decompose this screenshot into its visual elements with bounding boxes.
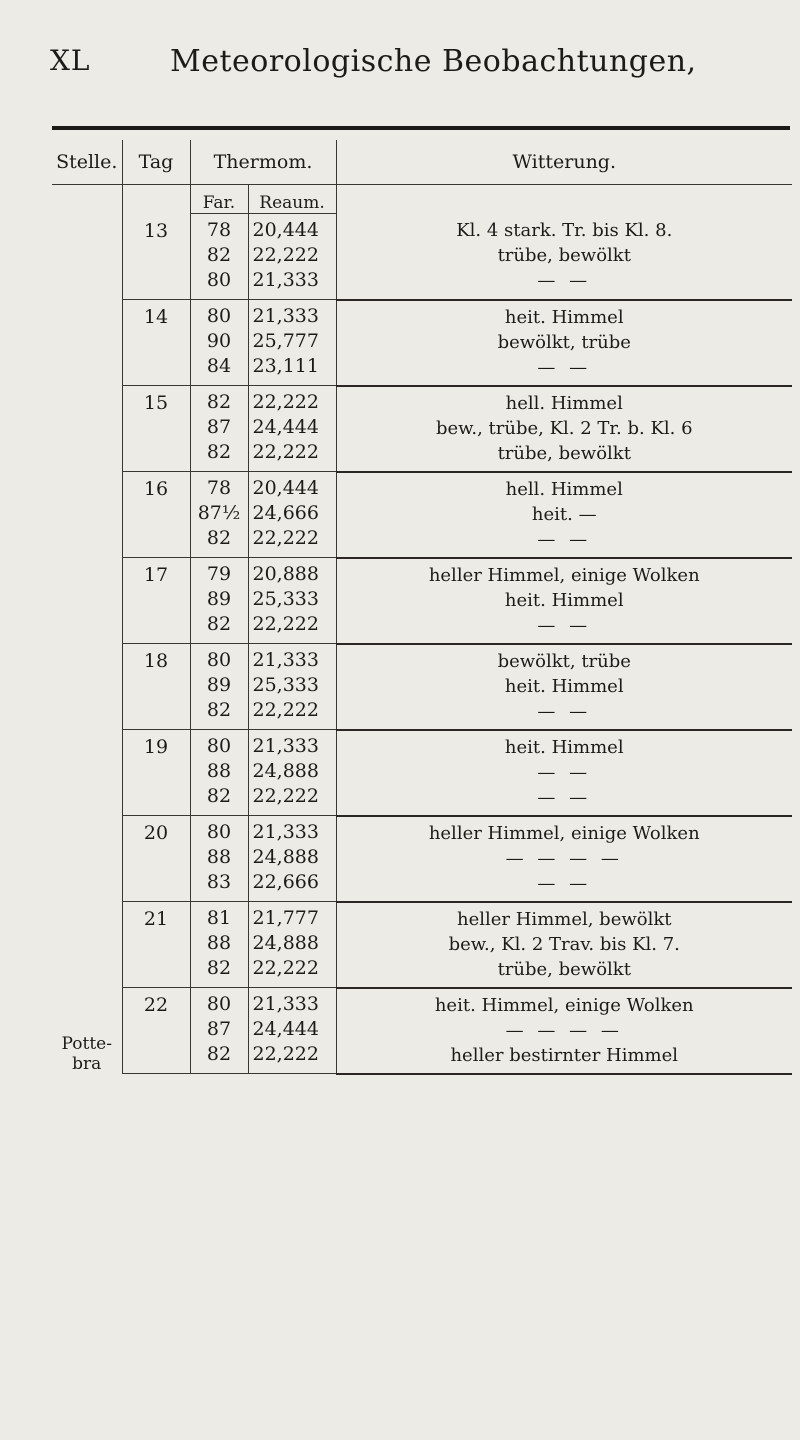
weather-note: heller bestirnter Himmel <box>450 1044 679 1066</box>
weather-note: — — <box>537 761 592 783</box>
reaumur-reading: 25,777 <box>252 330 319 352</box>
fahrenheit-reading: 88 <box>206 846 232 868</box>
fahrenheit-reading: 82 <box>206 613 232 635</box>
fahrenheit-reading: 82 <box>206 957 232 979</box>
fahrenheit-reading: 88 <box>206 932 232 954</box>
day-cell: 18 <box>122 644 190 730</box>
day-cell: 16 <box>122 472 190 558</box>
weather-note: bewölkt, trübe <box>497 650 631 672</box>
weather-note: heller Himmel, einige Wolken <box>428 564 700 586</box>
fahrenheit-cell <box>190 816 248 902</box>
table-row <box>52 730 792 816</box>
column-header-day: Tag <box>122 140 190 185</box>
weather-cell <box>336 558 792 644</box>
day-cell: 13 <box>122 214 190 300</box>
fahrenheit-cell <box>190 730 248 816</box>
weather-note: hell. Himmel <box>505 478 623 500</box>
fahrenheit-reading: 87 <box>206 1018 232 1040</box>
reaumur-reading: 22,222 <box>252 613 319 635</box>
table-body <box>52 185 792 1074</box>
fahrenheit-cell <box>190 644 248 730</box>
weather-note: Kl. 4 stark. Tr. bis Kl. 8. <box>456 219 673 241</box>
day-cell: 20 <box>122 816 190 902</box>
reaumur-cell <box>248 558 336 644</box>
fahrenheit-reading: 89 <box>206 588 232 610</box>
reaumur-cell <box>248 214 336 300</box>
fahrenheit-cell <box>190 902 248 988</box>
weather-cell <box>336 644 792 730</box>
fahrenheit-reading: 89 <box>206 674 232 696</box>
fahrenheit-reading: 80 <box>206 993 232 1015</box>
reaumur-cell <box>248 472 336 558</box>
weather-note: — — <box>537 356 592 378</box>
weather-note: heit. Himmel <box>504 736 624 758</box>
reaumur-reading: 24,888 <box>252 932 319 954</box>
weather-cell <box>336 902 792 988</box>
subheader-weather-spacer <box>336 185 792 214</box>
column-header-thermometer: Thermom. <box>190 140 336 185</box>
reaumur-reading: 21,333 <box>252 649 319 671</box>
reaumur-reading: 20,444 <box>252 219 319 241</box>
day-cell: 14 <box>122 300 190 386</box>
weather-note: — — <box>537 786 592 808</box>
weather-note: heller Himmel, bewölkt <box>457 908 672 930</box>
fahrenheit-reading: 88 <box>206 760 232 782</box>
column-header-reaumur: Reaum. <box>248 185 336 214</box>
reaumur-reading: 21,333 <box>252 269 319 291</box>
reaumur-reading: 24,888 <box>252 760 319 782</box>
fahrenheit-reading: 80 <box>206 735 232 757</box>
table-row <box>52 816 792 902</box>
fahrenheit-reading: 82 <box>206 244 232 266</box>
table-row <box>52 558 792 644</box>
fahrenheit-reading: 82 <box>206 1043 232 1065</box>
reaumur-reading: 21,777 <box>252 907 319 929</box>
fahrenheit-reading: 84 <box>206 355 232 377</box>
weather-note: — — — — <box>505 847 623 869</box>
fahrenheit-cell <box>190 558 248 644</box>
weather-note: bew., trübe, Kl. 2 Tr. b. Kl. 6 <box>435 417 693 439</box>
weather-cell <box>336 988 792 1074</box>
reaumur-reading: 22,222 <box>252 957 319 979</box>
weather-cell <box>336 300 792 386</box>
reaumur-reading: 22,666 <box>252 871 319 893</box>
fahrenheit-cell <box>190 988 248 1074</box>
fahrenheit-cell <box>190 472 248 558</box>
place-name <box>52 185 122 1074</box>
reaumur-reading: 23,111 <box>252 355 319 377</box>
reaumur-reading: 22,222 <box>252 441 319 463</box>
reaumur-cell <box>248 300 336 386</box>
weather-note: heit. Himmel <box>504 675 624 697</box>
reaumur-cell <box>248 816 336 902</box>
day-cell: 22 <box>122 988 190 1074</box>
weather-note: — — <box>537 700 592 722</box>
fahrenheit-reading: 82 <box>206 699 232 721</box>
fahrenheit-reading: 80 <box>206 269 232 291</box>
table-row <box>52 644 792 730</box>
fahrenheit-reading: 82 <box>206 527 232 549</box>
reaumur-reading: 24,888 <box>252 846 319 868</box>
reaumur-reading: 25,333 <box>252 674 319 696</box>
reaumur-reading: 22,222 <box>252 244 319 266</box>
place-label: Potte- bra <box>61 1033 112 1074</box>
weather-cell <box>336 472 792 558</box>
fahrenheit-reading: 90 <box>206 330 232 352</box>
reaumur-reading: 21,333 <box>252 735 319 757</box>
fahrenheit-reading: 82 <box>206 441 232 463</box>
subheader-row <box>52 185 792 214</box>
weather-note: — — <box>537 269 592 291</box>
weather-note: heit. Himmel, einige Wolken <box>434 994 694 1016</box>
table-row <box>52 300 792 386</box>
weather-note: heit. — <box>531 503 597 525</box>
reaumur-reading: 22,222 <box>252 699 319 721</box>
weather-note: — — <box>537 614 592 636</box>
reaumur-reading: 24,444 <box>252 416 319 438</box>
fahrenheit-reading: 80 <box>206 305 232 327</box>
reaumur-reading: 21,333 <box>252 305 319 327</box>
weather-cell <box>336 816 792 902</box>
weather-note: hell. Himmel <box>505 392 623 414</box>
weather-note: — — <box>537 528 592 550</box>
weather-cell <box>336 386 792 472</box>
weather-note: trübe, bewölkt <box>497 442 631 464</box>
weather-note: bew., Kl. 2 Trav. bis Kl. 7. <box>448 933 680 955</box>
fahrenheit-reading: 81 <box>206 907 232 929</box>
fahrenheit-reading: 80 <box>206 821 232 843</box>
reaumur-reading: 20,888 <box>252 563 319 585</box>
table-row <box>52 214 792 300</box>
fahrenheit-reading: 83 <box>206 871 232 893</box>
weather-note: trübe, bewölkt <box>497 958 631 980</box>
reaumur-reading: 22,222 <box>252 785 319 807</box>
reaumur-reading: 22,222 <box>252 527 319 549</box>
reaumur-cell <box>248 644 336 730</box>
fahrenheit-reading: 79 <box>206 563 232 585</box>
page-header <box>50 44 770 94</box>
day-cell: 15 <box>122 386 190 472</box>
day-cell: 17 <box>122 558 190 644</box>
fahrenheit-cell <box>190 214 248 300</box>
reaumur-cell <box>248 988 336 1074</box>
weather-note: — — — — <box>505 1019 623 1041</box>
table-row <box>52 902 792 988</box>
weather-log-table <box>52 140 792 1075</box>
page-number: XL <box>50 44 91 77</box>
column-header-weather: Witterung. <box>336 140 792 185</box>
reaumur-reading: 25,333 <box>252 588 319 610</box>
day-cell: 19 <box>122 730 190 816</box>
weather-note: trübe, bewölkt <box>497 244 631 266</box>
fahrenheit-reading: 87½ <box>197 502 241 524</box>
fahrenheit-reading: 80 <box>206 649 232 671</box>
reaumur-reading: 21,333 <box>252 993 319 1015</box>
reaumur-reading: 22,222 <box>252 391 319 413</box>
table-row <box>52 472 792 558</box>
reaumur-reading: 24,666 <box>252 502 319 524</box>
table-row <box>52 988 792 1074</box>
reaumur-reading: 24,444 <box>252 1018 319 1040</box>
reaumur-reading: 20,444 <box>252 477 319 499</box>
fahrenheit-cell <box>190 386 248 472</box>
table-row <box>52 386 792 472</box>
day-cell: 21 <box>122 902 190 988</box>
weather-note: heller Himmel, einige Wolken <box>428 822 700 844</box>
fahrenheit-cell <box>190 300 248 386</box>
column-header-fahrenheit: Far. <box>190 185 248 214</box>
weather-cell <box>336 730 792 816</box>
fahrenheit-reading: 78 <box>206 219 232 241</box>
weather-note: heit. Himmel <box>504 306 624 328</box>
fahrenheit-reading: 82 <box>206 785 232 807</box>
reaumur-reading: 21,333 <box>252 821 319 843</box>
reaumur-reading: 22,222 <box>252 1043 319 1065</box>
fahrenheit-reading: 82 <box>206 391 232 413</box>
weather-note: heit. Himmel <box>504 589 624 611</box>
fahrenheit-reading: 87 <box>206 416 232 438</box>
weather-cell <box>336 214 792 300</box>
reaumur-cell <box>248 730 336 816</box>
weather-note: bewölkt, trübe <box>497 331 631 353</box>
reaumur-cell <box>248 902 336 988</box>
reaumur-cell <box>248 386 336 472</box>
weather-note: — — <box>537 872 592 894</box>
column-header-place: Stelle. <box>52 140 122 185</box>
header-rule <box>52 126 790 130</box>
subheader-day-spacer <box>122 185 190 214</box>
fahrenheit-reading: 78 <box>206 477 232 499</box>
page-title: Meteorologische Beobachtungen, <box>170 44 697 79</box>
